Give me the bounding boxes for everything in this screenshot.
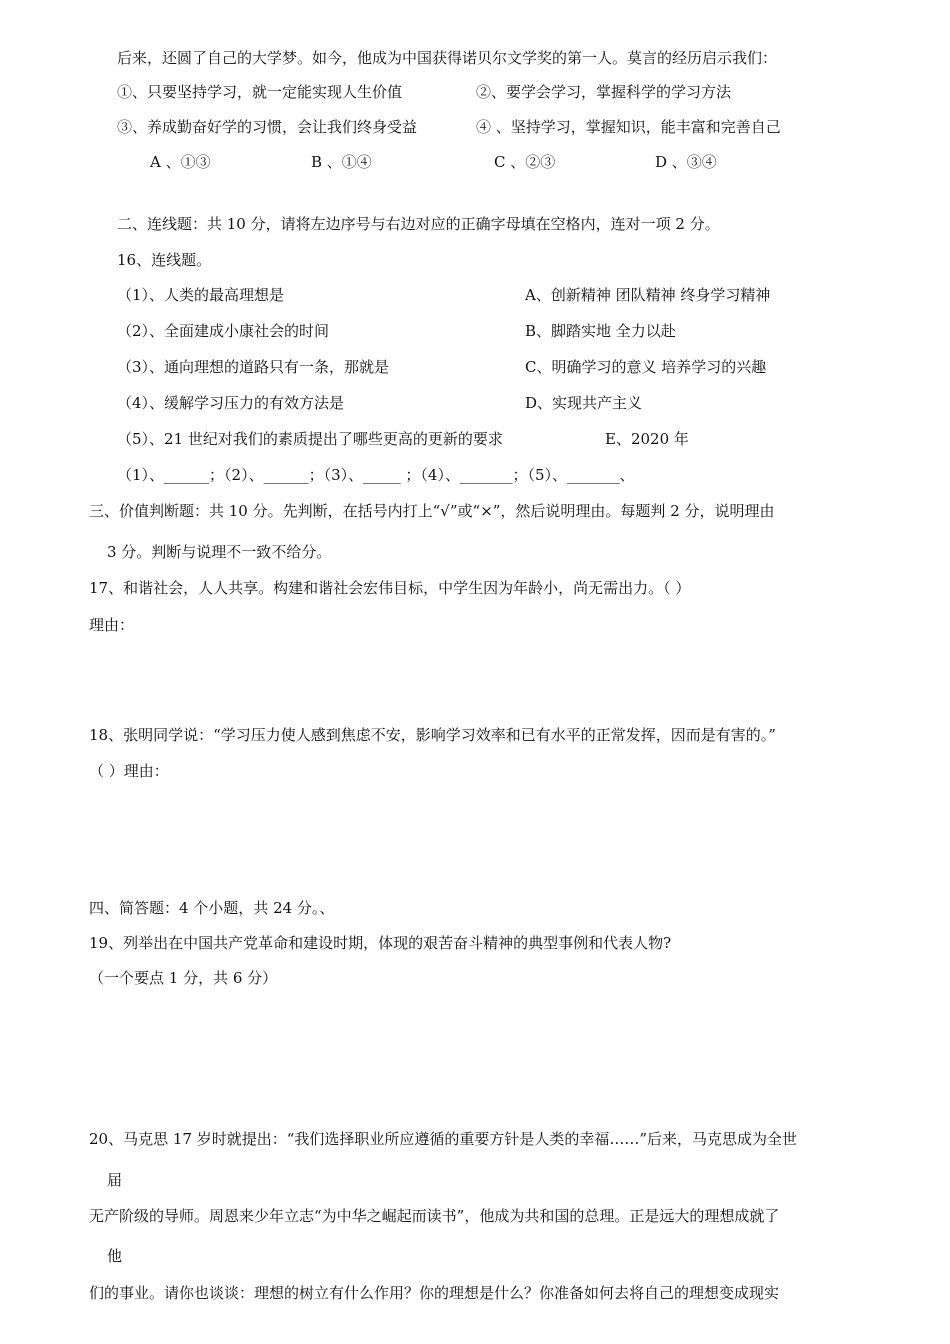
match-left-1: （1）、人类的最高理想是 — [117, 286, 285, 304]
q17-text: 17、和谐社会，人人共享。构建和谐社会宏伟目标，中学生因为年龄小，尚无需出力。（ ） — [89, 579, 691, 597]
q19-note: （一个要点 1 分，共 6 分） — [89, 969, 278, 987]
q15-choice-c[interactable]: C 、②③ — [494, 153, 556, 171]
match-right-a: A、创新精神 团队精神 终身学习精神 — [525, 286, 771, 304]
match-left-5: （5）、21 世纪对我们的素质提出了哪些更高的更新的要求 — [117, 430, 503, 448]
q18-reason-label: （ ）理由： — [89, 762, 169, 780]
q15-choice-a[interactable]: A 、①③ — [150, 153, 211, 171]
q15-statement-4: ④ 、坚持学习，掌握知识，能丰富和完善自己 — [476, 118, 781, 136]
match-left-3: （3）、通向理想的道路只有一条，那就是 — [117, 358, 390, 376]
q17-reason-label: 理由： — [89, 616, 135, 634]
section-3-heading: 三、价值判断题：共 10 分。先判断，在括号内打上“√”或“×”，然后说明理由。每题判 2 分，说明理由 — [89, 502, 775, 520]
q20-line-1: 20、马克思 17 岁时就提出：“我们选择职业所应遵循的重要方针是人类的幸福……”后来，马克思成为全世 — [89, 1130, 798, 1148]
match-right-e: E、2020 年 — [605, 430, 689, 448]
q15-statement-2: ②、要学会学习，掌握科学的学习方法 — [476, 83, 732, 101]
section-3-heading-cont: 3 分。判断与说理不一致不给分。 — [107, 543, 332, 561]
q20-line-2: 无产阶级的导师。周恩来少年立志“为中华之崛起而读书”，他成为共和国的总理。正是远大的理想成就了 — [89, 1207, 780, 1225]
q15-choice-d[interactable]: D 、③④ — [655, 153, 717, 171]
q18-text: 18、张明同学说：“学习压力使人感到焦虑不安，影响学习效率和已有水平的正常发挥，因而是有害的。” — [89, 726, 776, 744]
match-right-b: B、脚踏实地 全力以赴 — [525, 322, 676, 340]
q16-answer-line[interactable]: （1）、______；（2）、______；（3）、_____ ；（4）、_______；（5）、_______、 — [117, 466, 635, 484]
q20-line-2-wrap: 他 — [107, 1247, 123, 1265]
match-right-d: D、实现共产主义 — [525, 394, 643, 412]
q15-choice-b[interactable]: B 、①④ — [311, 153, 372, 171]
section-2-heading: 二、连线题：共 10 分，请将左边序号与右边对应的正确字母填在空格内，连对一项 2 分。 — [117, 215, 720, 233]
q16-title: 16、连线题。 — [117, 251, 212, 269]
section-4-heading: 四、简答题：4 个小题，共 24 分。、 — [89, 899, 335, 917]
match-left-2: （2）、全面建成小康社会的时间 — [117, 322, 330, 340]
q15-continuation: 后来，还圆了自己的大学梦。如今，他成为中国获得诺贝尔文学奖的第一人。莫言的经历启示我们： — [117, 49, 778, 67]
q15-statement-3: ③、养成勤奋好学的习惯，会让我们终身受益 — [117, 118, 418, 136]
match-left-4: （4）、缓解学习压力的有效方法是 — [117, 394, 345, 412]
q19-text: 19、列举出在中国共产党革命和建设时期，体现的艰苦奋斗精神的典型事例和代表人物? — [89, 934, 672, 952]
match-right-c: C、明确学习的意义 培养学习的兴趣 — [525, 358, 767, 376]
q15-statement-1: ①、只要坚持学习，就一定能实现人生价值 — [117, 83, 403, 101]
q20-line-1-wrap: 届 — [107, 1171, 123, 1189]
q20-line-3: 们的事业。请你也谈谈：理想的树立有什么作用？你的理想是什么？你准备如何去将自己的理想变成现实 — [89, 1284, 780, 1302]
